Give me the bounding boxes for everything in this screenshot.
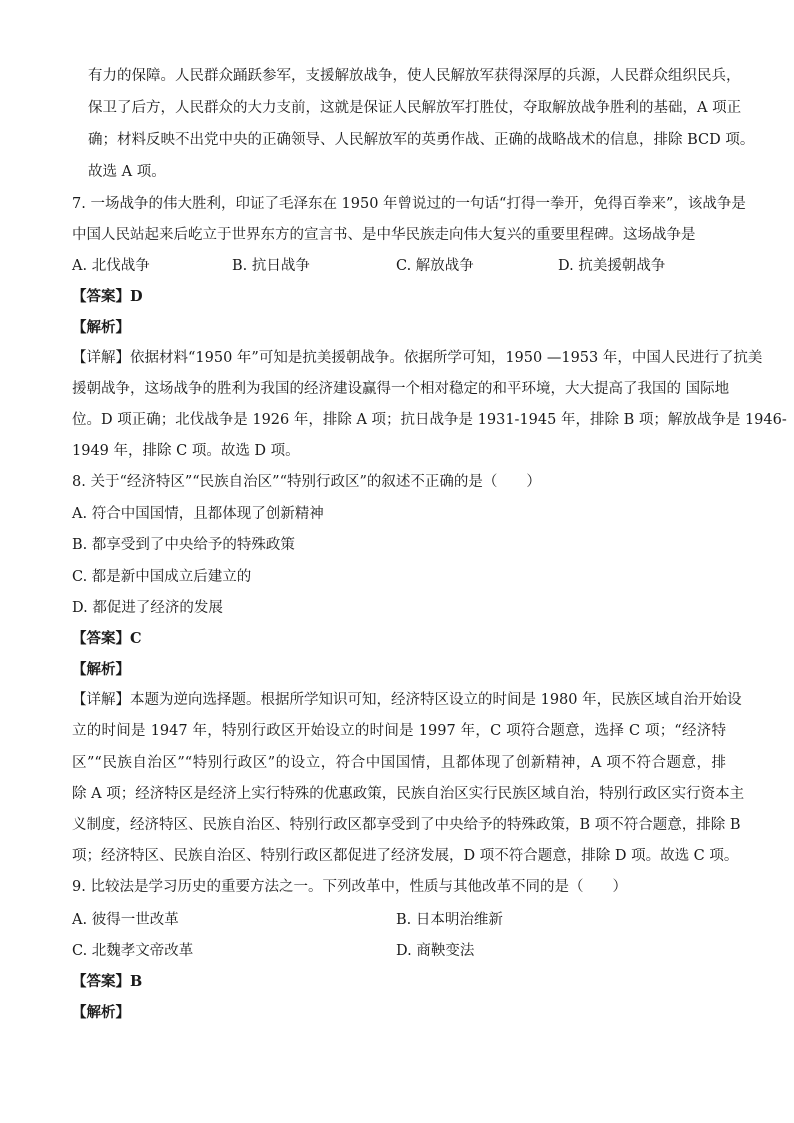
q7-stem-line-1: 7. 一场战争的伟大胜利，印证了毛泽东在 1950 年曾说过的一句话“打得一拳开，免得百拳来”，该战争是 [72, 196, 746, 212]
q9-option-c: C. 北魏孝文帝改革 [72, 943, 194, 959]
q6-detail-line-1: 有力的保障。人民群众踊跃参军，支援解放战争，使人民解放军获得深厚的兵源，人民群众组织民兵， [88, 68, 741, 84]
q6-detail-line-3: 确；材料反映不出党中央的正确领导、人民解放军的英勇作战、正确的战略战术的信息，排除 BCD 项。 [88, 132, 755, 148]
q9-analysis-heading: 【解析】 [72, 1004, 130, 1021]
q9-answer: 【答案】B [72, 973, 143, 990]
q7-option-b: B. 抗日战争 [232, 258, 310, 274]
q9-option-d: D. 商鞅变法 [396, 943, 475, 959]
q7-option-d: D. 抗美援朝战争 [558, 258, 666, 274]
q9-stem: 9. 比较法是学习历史的重要方法之一。下列改革中，性质与其他改革不同的是（ ） [72, 879, 627, 895]
q8-detail-line-3: 区”“民族自治区”“特别行政区”的设立，符合中国国情，且都体现了创新精神，A 项不符合题意，排 [72, 755, 726, 771]
q7-detail-line-2: 援朝战争，这场战争的胜利为我国的经济建设赢得一个相对稳定的和平环境，大大提高了我国的 国际地 [72, 381, 730, 397]
q7-detail-line-1: 【详解】依据材料“1950 年”可知是抗美援朝战争。依据所学可知，1950 —1953 年，中国人民进行了抗美 [72, 350, 763, 366]
q9-option-a: A. 彼得一世改革 [72, 912, 179, 928]
q8-detail-line-4: 除 A 项；经济特区是经济上实行特殊的优惠政策，民族自治区实行民族区域自治，特别行政区实行资本主 [72, 786, 745, 802]
q8-option-b: B. 都享受到了中央给予的特殊政策 [72, 537, 295, 553]
q8-detail-line-5: 义制度，经济特区、民族自治区、特别行政区都享受到了中央给予的特殊政策，B 项不符合题意，排除 B [72, 817, 741, 833]
q7-option-a: A. 北伐战争 [72, 258, 150, 274]
q7-option-c: C. 解放战争 [396, 258, 474, 274]
q8-option-d: D. 都促进了经济的发展 [72, 600, 223, 616]
q8-detail-line-6: 项；经济特区、民族自治区、特别行政区都促进了经济发展，D 项不符合题意，排除 D 项。故选 C 项。 [72, 848, 739, 864]
q8-stem: 8. 关于“经济特区”“民族自治区”“特别行政区”的叙述不正确的是（ ） [72, 474, 541, 490]
q8-detail-line-1: 【详解】本题为逆向选择题。根据所学知识可知，经济特区设立的时间是 1980 年，民族区域自治开始设 [72, 692, 742, 708]
q8-option-a: A. 符合中国国情，且都体现了创新精神 [72, 506, 324, 522]
q8-detail-line-2: 立的时间是 1947 年，特别行政区开始设立的时间是 1997 年，C 项符合题意，选择 C 项；“经济特 [72, 723, 726, 739]
q8-option-c: C. 都是新中国成立后建立的 [72, 569, 252, 585]
q7-answer: 【答案】D [72, 288, 143, 305]
q7-analysis-heading: 【解析】 [72, 319, 130, 336]
q8-analysis-heading: 【解析】 [72, 661, 130, 678]
q9-option-b: B. 日本明治维新 [396, 912, 503, 928]
q6-detail-line-4: 故选 A 项。 [88, 164, 166, 180]
q7-stem-line-2: 中国人民站起来后屹立于世界东方的宣言书、是中华民族走向伟大复兴的重要里程碑。这场战争是 [72, 227, 696, 243]
q6-detail-line-2: 保卫了后方，人民群众的大力支前，这就是保证人民解放军打胜仗，夺取解放战争胜利的基础，A 项正 [88, 100, 742, 116]
q7-detail-line-3: 位。D 项正确；北伐战争是 1926 年，排除 A 项；抗日战争是 1931-1945 年，排除 B 项；解放战争是 1946- [72, 412, 787, 428]
q8-answer: 【答案】C [72, 630, 142, 647]
q7-detail-line-4: 1949 年，排除 C 项。故选 D 项。 [72, 443, 300, 459]
